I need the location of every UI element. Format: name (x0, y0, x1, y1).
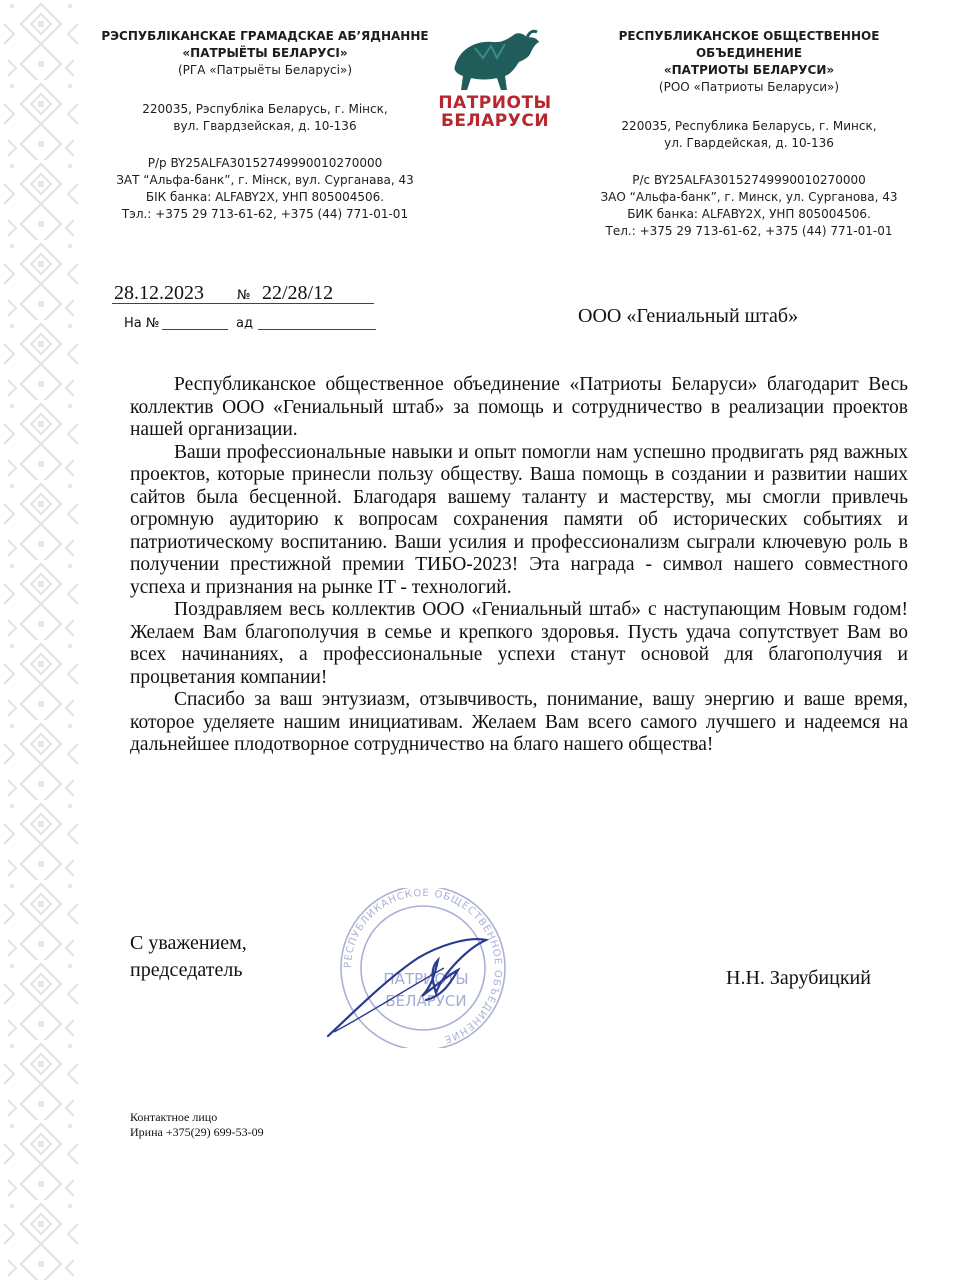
stamp-ring-text: РЕСПУБЛИКАНСКОЕ ОБЩЕСТВЕННОЕ ОБЪЕДИНЕНИЕ (342, 888, 504, 1045)
paragraph: Республиканское общественное объединение «Патриоты Беларуси» благодарит Весь коллектив ООО «Гениальный штаб» за помощь и сотрудничество в реализации проектов нашей организации. (130, 374, 908, 440)
patriots-logo (430, 28, 560, 148)
address-by-1: 220035, Рэспубліка Беларусь, г. Мінск, (142, 102, 388, 116)
contact-label: Контактное лицо (130, 1110, 218, 1124)
reference-date-label: ад (236, 316, 253, 331)
stamp-inner-2: БЕЛАРУСИ (385, 992, 467, 1010)
reference-date-blank (258, 329, 376, 330)
phone-by: Тэл.: +375 29 713-61-62, +375 (44) 771-01-01 (121, 207, 409, 221)
logo-line-2: БЕЛАРУСИ (440, 111, 550, 131)
address-ru-1: 220035, Республика Беларусь, г. Минск, (621, 119, 877, 133)
reference-blank (162, 329, 228, 330)
org-short-by: (РГА «Патрыёты Беларусі») (177, 63, 353, 77)
org-quote-by: «ПАТРЫЁТЫ БЕЛАРУСІ» (182, 46, 348, 60)
official-stamp (318, 888, 528, 1048)
svg-text:РЕСПУБЛИКАНСКОЕ ОБЩЕСТВЕННОЕ О (343, 888, 503, 1045)
letterhead-belarusian (100, 28, 430, 223)
closing-regards (130, 930, 247, 984)
letter-number: 22/28/12 (262, 282, 334, 304)
signer-name: Н.Н. Зарубицкий (726, 967, 871, 989)
phone-ru: Тел.: +375 29 713-61-62, +375 (44) 771-01-01 (605, 224, 893, 238)
date-underline (112, 303, 374, 304)
paragraph: Спасибо за ваш энтузиазм, отзывчивость, понимание, вашу энергию и ваше время, которое уделяете нашим инициативам. Желаем Вам всего самого лучшего и надеемся на дальнейшее плодотворное сотрудничество на благо нашего общества! (130, 689, 908, 755)
org-quote-ru: «ПАТРИОТЫ БЕЛАРУСИ» (663, 63, 835, 77)
stamp-inner-1: ПАТРИОТЫ (383, 970, 469, 988)
letterhead-russian (584, 28, 914, 240)
logo-line-1: ПАТРИОТЫ (438, 93, 552, 113)
org-name-by: РЭСПУБЛІКАНСКАЕ ГРАМАДСКАЕ АБ’ЯДНАННЕ (101, 29, 429, 43)
regards-line-2: председатель (130, 959, 243, 981)
number-sign: № (237, 288, 251, 303)
org-name-ru: РЕСПУБЛИКАНСКОЕ ОБЩЕСТВЕННОЕ ОБЪЕДИНЕНИЕ (618, 29, 880, 60)
letter-date: 28.12.2023 (114, 282, 204, 304)
bank-ru-2: ЗАО “Альфа-банк”, г. Минск, ул. Сурганова, 43 (600, 190, 898, 204)
bank-ru-3: БИК банка: ALFABY2X, УНП 805004506. (627, 207, 871, 221)
org-short-ru: (РОО «Патриоты Беларуси») (658, 80, 840, 94)
paragraph: Ваши профессиональные навыки и опыт помогли нам успешно продвигать ряд важных проектов, которые принесли пользу обществу. Ваша помощь в создании и развитии наших сайтов была бесценной. Благодаря вашему таланту и мастерству, мы смогли привлечь огромную аудиторию к вопросам сохранения памяти об исторических событиях и патриотическому воспитанию. Ваши усилия и профессионализм сыграли ключевую роль в получении престижной премии ТИБО-2023! Эта награда - символ нашего совместного успеха и признания на рынке IT - технологий. (130, 441, 908, 598)
paragraph: Поздравляем весь коллектив ООО «Гениальный штаб» с наступающим Новым годом! Желаем Вам благополучия в семье и крепкого здоровья. Пусть удача сопутствует Вам во всех начинаниях, а профессиональные успехи станут основой для благополучия и процветания компании! (130, 599, 908, 688)
contact-person: Ирина +375(29) 699-53-09 (130, 1125, 264, 1139)
bank-by-2: ЗАТ “Альфа-банк”, г. Мінск, вул. Сурганава, 43 (116, 173, 414, 187)
bank-ru-1: Р/с BY25ALFA30152749990010270000 (632, 173, 866, 187)
bison-icon (445, 28, 545, 94)
recipient: ООО «Гениальный штаб» (578, 305, 799, 327)
address-ru-2: ул. Гвардейская, д. 10-136 (664, 136, 834, 150)
address-by-2: вул. Гвардзейская, д. 10-136 (173, 119, 357, 133)
regards-line-1: С уважением, (130, 932, 247, 954)
contact-info (130, 1110, 264, 1140)
letter-body (130, 374, 908, 757)
bank-by-3: БІК банка: ALFABY2X, УНП 805004506. (145, 190, 385, 204)
reference-label: На № (124, 316, 160, 331)
bank-by-1: Р/р BY25ALFA30152749990010270000 (147, 156, 383, 170)
